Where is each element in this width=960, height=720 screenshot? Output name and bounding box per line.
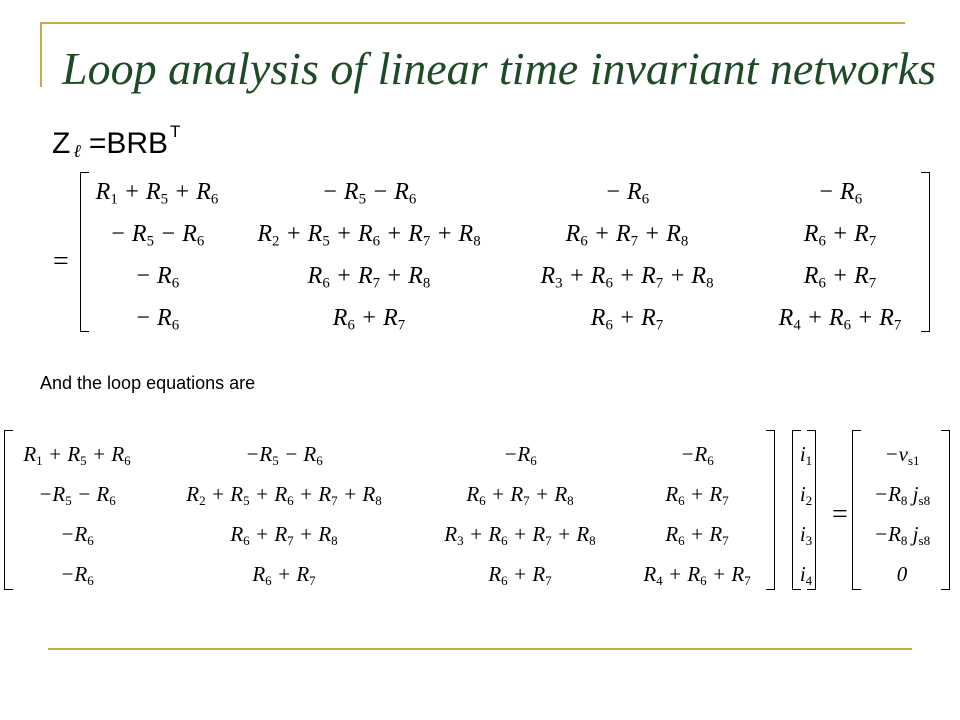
current-vector-entry: $i_2$	[799, 482, 813, 508]
matrix2-cell: $R_3 + R_6 + R_7 + R_8$	[444, 522, 596, 548]
matrix2-cell: $R_6 + R_7$	[665, 522, 729, 548]
top-rule	[40, 22, 905, 24]
matrix2-cell: $-R_6$	[60, 522, 94, 548]
source-vector-left-bracket	[852, 430, 861, 590]
source-vector-entry: $-R_8$ $j_{s8}$	[873, 482, 931, 508]
matrix1-cell: − $R_6$	[134, 305, 180, 334]
matrix2-cell: $-R_5 - R_6$	[38, 482, 116, 508]
matrix2-cell: $R_6 + R_7 + R_8$	[466, 482, 574, 508]
slide-title: Loop analysis of linear time invariant networks	[62, 43, 936, 94]
matrix1-cell: $R_6 + R_7 + R_8$	[565, 221, 689, 250]
matrix1-cell: $R_3 + R_6 + R_7 + R_8$	[540, 263, 714, 292]
loop-equations-intro: And the loop equations are	[40, 373, 256, 393]
matrix2-cell: $R_6 + R_7$	[488, 562, 552, 588]
matrix2-cell: $R_6 + R_7 + R_8$	[230, 522, 338, 548]
bottom-rule	[48, 648, 912, 650]
matrix2-cell: $-R_6$	[680, 442, 714, 468]
matrix1-cell: − $R_6$	[817, 179, 863, 208]
matrix1-cell: $R_2 + R_5 + R_6 + R_7 + R_8$	[257, 221, 481, 250]
matrix2-cell: $R_6 + R_7$	[252, 562, 316, 588]
matrix1-cell: $R_4 + R_6 + R_7$	[778, 305, 902, 334]
matrix2-cell: $R_2 + R_5 + R_6 + R_7 + R_8$	[186, 482, 382, 508]
z-definition: =BRB	[88, 127, 169, 160]
current-vector-entry: $i_1$	[799, 442, 813, 468]
current-vector-entry: $i_4$	[799, 562, 813, 588]
matrix2-cell: $R_4 + R_6 + R_7$	[643, 562, 751, 588]
matrix2-cell: $R_6 + R_7$	[665, 482, 729, 508]
matrix2-left-bracket	[4, 430, 13, 590]
matrix2-equals-sign: =	[832, 499, 848, 530]
matrix1-cell: − $R_6$	[134, 263, 180, 292]
matrix2-cell: $-R_6$	[60, 562, 94, 588]
matrix1-cell: $R_6 + R_7$	[803, 221, 877, 250]
matrix1-cell: $R_6 + R_7$	[803, 263, 877, 292]
matrix1-equals-sign: =	[53, 246, 69, 277]
matrix1-cell: − $R_5 - R_6$	[321, 179, 417, 208]
transpose-superscript: T	[170, 122, 181, 141]
z-symbol: Z	[52, 127, 71, 160]
matrix2-right-bracket	[766, 430, 775, 590]
matrix1-cell: $R_6 + R_7 + R_8$	[307, 263, 431, 292]
z-subscript: ℓ	[73, 141, 81, 161]
matrix2-cell: $-R_5 - R_6$	[245, 442, 323, 468]
z-equation	[52, 122, 180, 162]
matrix1-left-bracket	[80, 172, 89, 332]
source-vector-right-bracket	[941, 430, 950, 590]
source-vector-entry: 0	[896, 562, 908, 586]
matrix1-cell: − $R_5 - R_6$	[109, 221, 205, 250]
left-rule	[40, 22, 42, 87]
matrix2-cell: $-R_6$	[503, 442, 537, 468]
matrix1-right-bracket	[921, 172, 930, 332]
source-vector-entry: $-v_{s1}$	[884, 442, 920, 468]
matrix1-cell: − $R_6$	[604, 179, 650, 208]
current-vector-entry: $i_3$	[799, 522, 813, 548]
source-vector-entry: $-R_8$ $j_{s8}$	[873, 522, 931, 548]
matrix1-cell: $R_6 + R_7$	[332, 305, 406, 334]
matrix1-cell: $R_6 + R_7$	[590, 305, 664, 334]
matrix1-cell: $R_1 + R_5 + R_6$	[95, 179, 219, 208]
matrix2-cell: $R_1 + R_5 + R_6$	[23, 442, 131, 468]
